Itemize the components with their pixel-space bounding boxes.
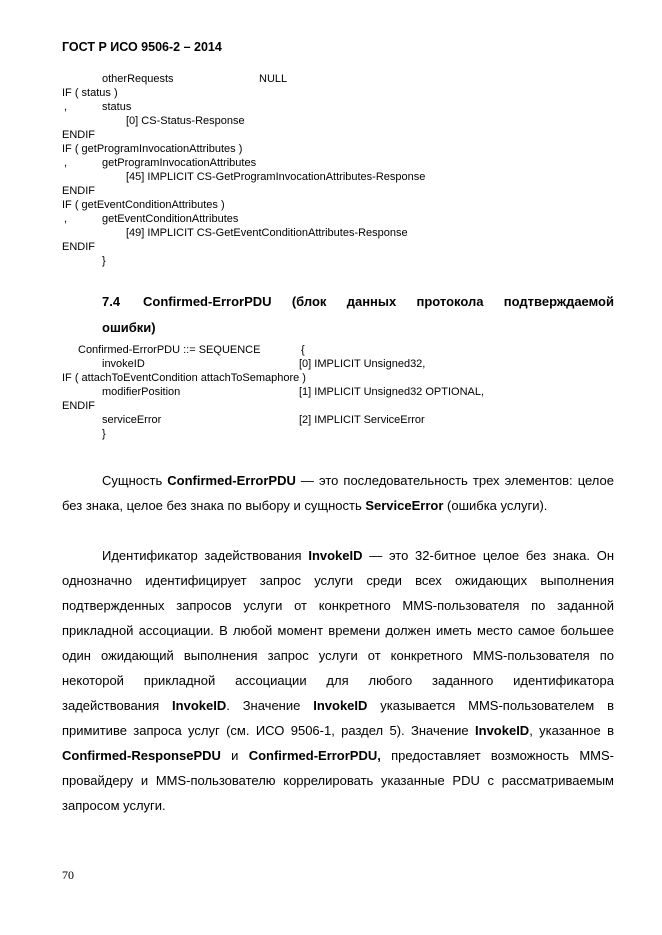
code-line: [2] IMPLICIT ServiceError: [299, 414, 425, 426]
term-confirmed-errorpdu: Confirmed-ErrorPDU: [167, 473, 296, 488]
paragraph-1: Сущность Confirmed-ErrorPDU — это последовательность трех элементов: целое без знака, целое без знака по выбору и сущность ServiceError (ошибка услуги).: [62, 473, 614, 513]
code-line: [0] CS-Status-Response: [126, 115, 245, 127]
code-line: [45] IMPLICIT CS-GetProgramInvocationAttributes-Response: [126, 171, 426, 183]
term-invokeid: InvokeID: [308, 548, 363, 563]
term-confirmed-responsepdu: Confirmed-ResponsePDU: [62, 748, 221, 763]
code-line: {: [301, 344, 305, 356]
code-line: IF ( getEventConditionAttributes ): [62, 199, 225, 211]
term-invokeid: InvokeID: [313, 698, 368, 713]
code-line: [49] IMPLICIT CS-GetEventConditionAttributes-Response: [126, 227, 408, 239]
code-line: ENDIF: [62, 241, 95, 253]
document-header: ГОСТ Р ИСО 9506-2 – 2014: [62, 40, 222, 54]
code-line: NULL: [259, 73, 288, 85]
code-line: IF ( getProgramInvocationAttributes ): [62, 143, 243, 155]
code-line: ,: [64, 101, 68, 113]
code-line: status: [102, 101, 132, 113]
code-line: [1] IMPLICIT Unsigned32 OPTIONAL,: [299, 386, 485, 398]
code-line: ENDIF: [62, 129, 95, 141]
code-line: getProgramInvocationAttributes: [102, 157, 257, 169]
code-line: ,: [64, 213, 68, 225]
term-confirmed-errorpdu: Confirmed-ErrorPDU,: [248, 748, 381, 763]
code-line: IF ( status ): [62, 87, 118, 99]
code-line: ENDIF: [62, 400, 95, 412]
section-number: 7.4: [102, 294, 121, 309]
code-line: IF ( attachToEventCondition attachToSemaphore ): [62, 372, 306, 384]
code-line: otherRequests: [102, 73, 174, 85]
term-invokeid: InvokeID: [172, 698, 227, 713]
section-title-line1: Confirmed-ErrorPDU (блок данных протокола подтверждаемой: [143, 294, 614, 309]
code-line: Confirmed-ErrorPDU ::= SEQUENCE: [78, 344, 261, 356]
code-line: invokeID: [102, 358, 145, 370]
code-line: serviceError: [102, 414, 162, 426]
code-line: ,: [64, 157, 68, 169]
code-line: modifierPosition: [102, 386, 181, 398]
code-line: [0] IMPLICIT Unsigned32,: [299, 358, 426, 370]
term-serviceerror: ServiceError: [365, 498, 444, 513]
code-line: }: [102, 255, 106, 267]
page-number: 70: [62, 868, 74, 882]
code-line: ENDIF: [62, 185, 95, 197]
paragraph-2: Идентификатор задействования InvokeID — это 32-битное целое без знака. Он однозначно идентифицирует запрос услуги среди всех ожидающих выполнения подтвержденных запросов услуги от конкретного MMS-пользователя по заданной прикладной ассоциации. В любой момент времени должен иметь место самое большее один ожидающий выполнения запрос услуги от конкретного MMS-пользователя по некоторой прикладной ассоциации для любого заданного идентификатора задействования InvokeID. Значение InvokeID указывается MMS-пользователем в примитиве запроса услуг (см. ИСО 9506-1, раздел 5). Значение InvokeID, указанное в Confirmed-ResponsePDU и Confirmed-ErrorPDU, предоставляет возможность MMS-провайдеру и MMS-пользователю коррелировать указанные PDU с рассматриваемым запросом услуги.: [62, 548, 614, 813]
section-title-line2: ошибки): [102, 320, 156, 335]
code-line: }: [102, 428, 106, 440]
term-invokeid: InvokeID: [475, 723, 530, 738]
code-line: getEventConditionAttributes: [102, 213, 239, 225]
